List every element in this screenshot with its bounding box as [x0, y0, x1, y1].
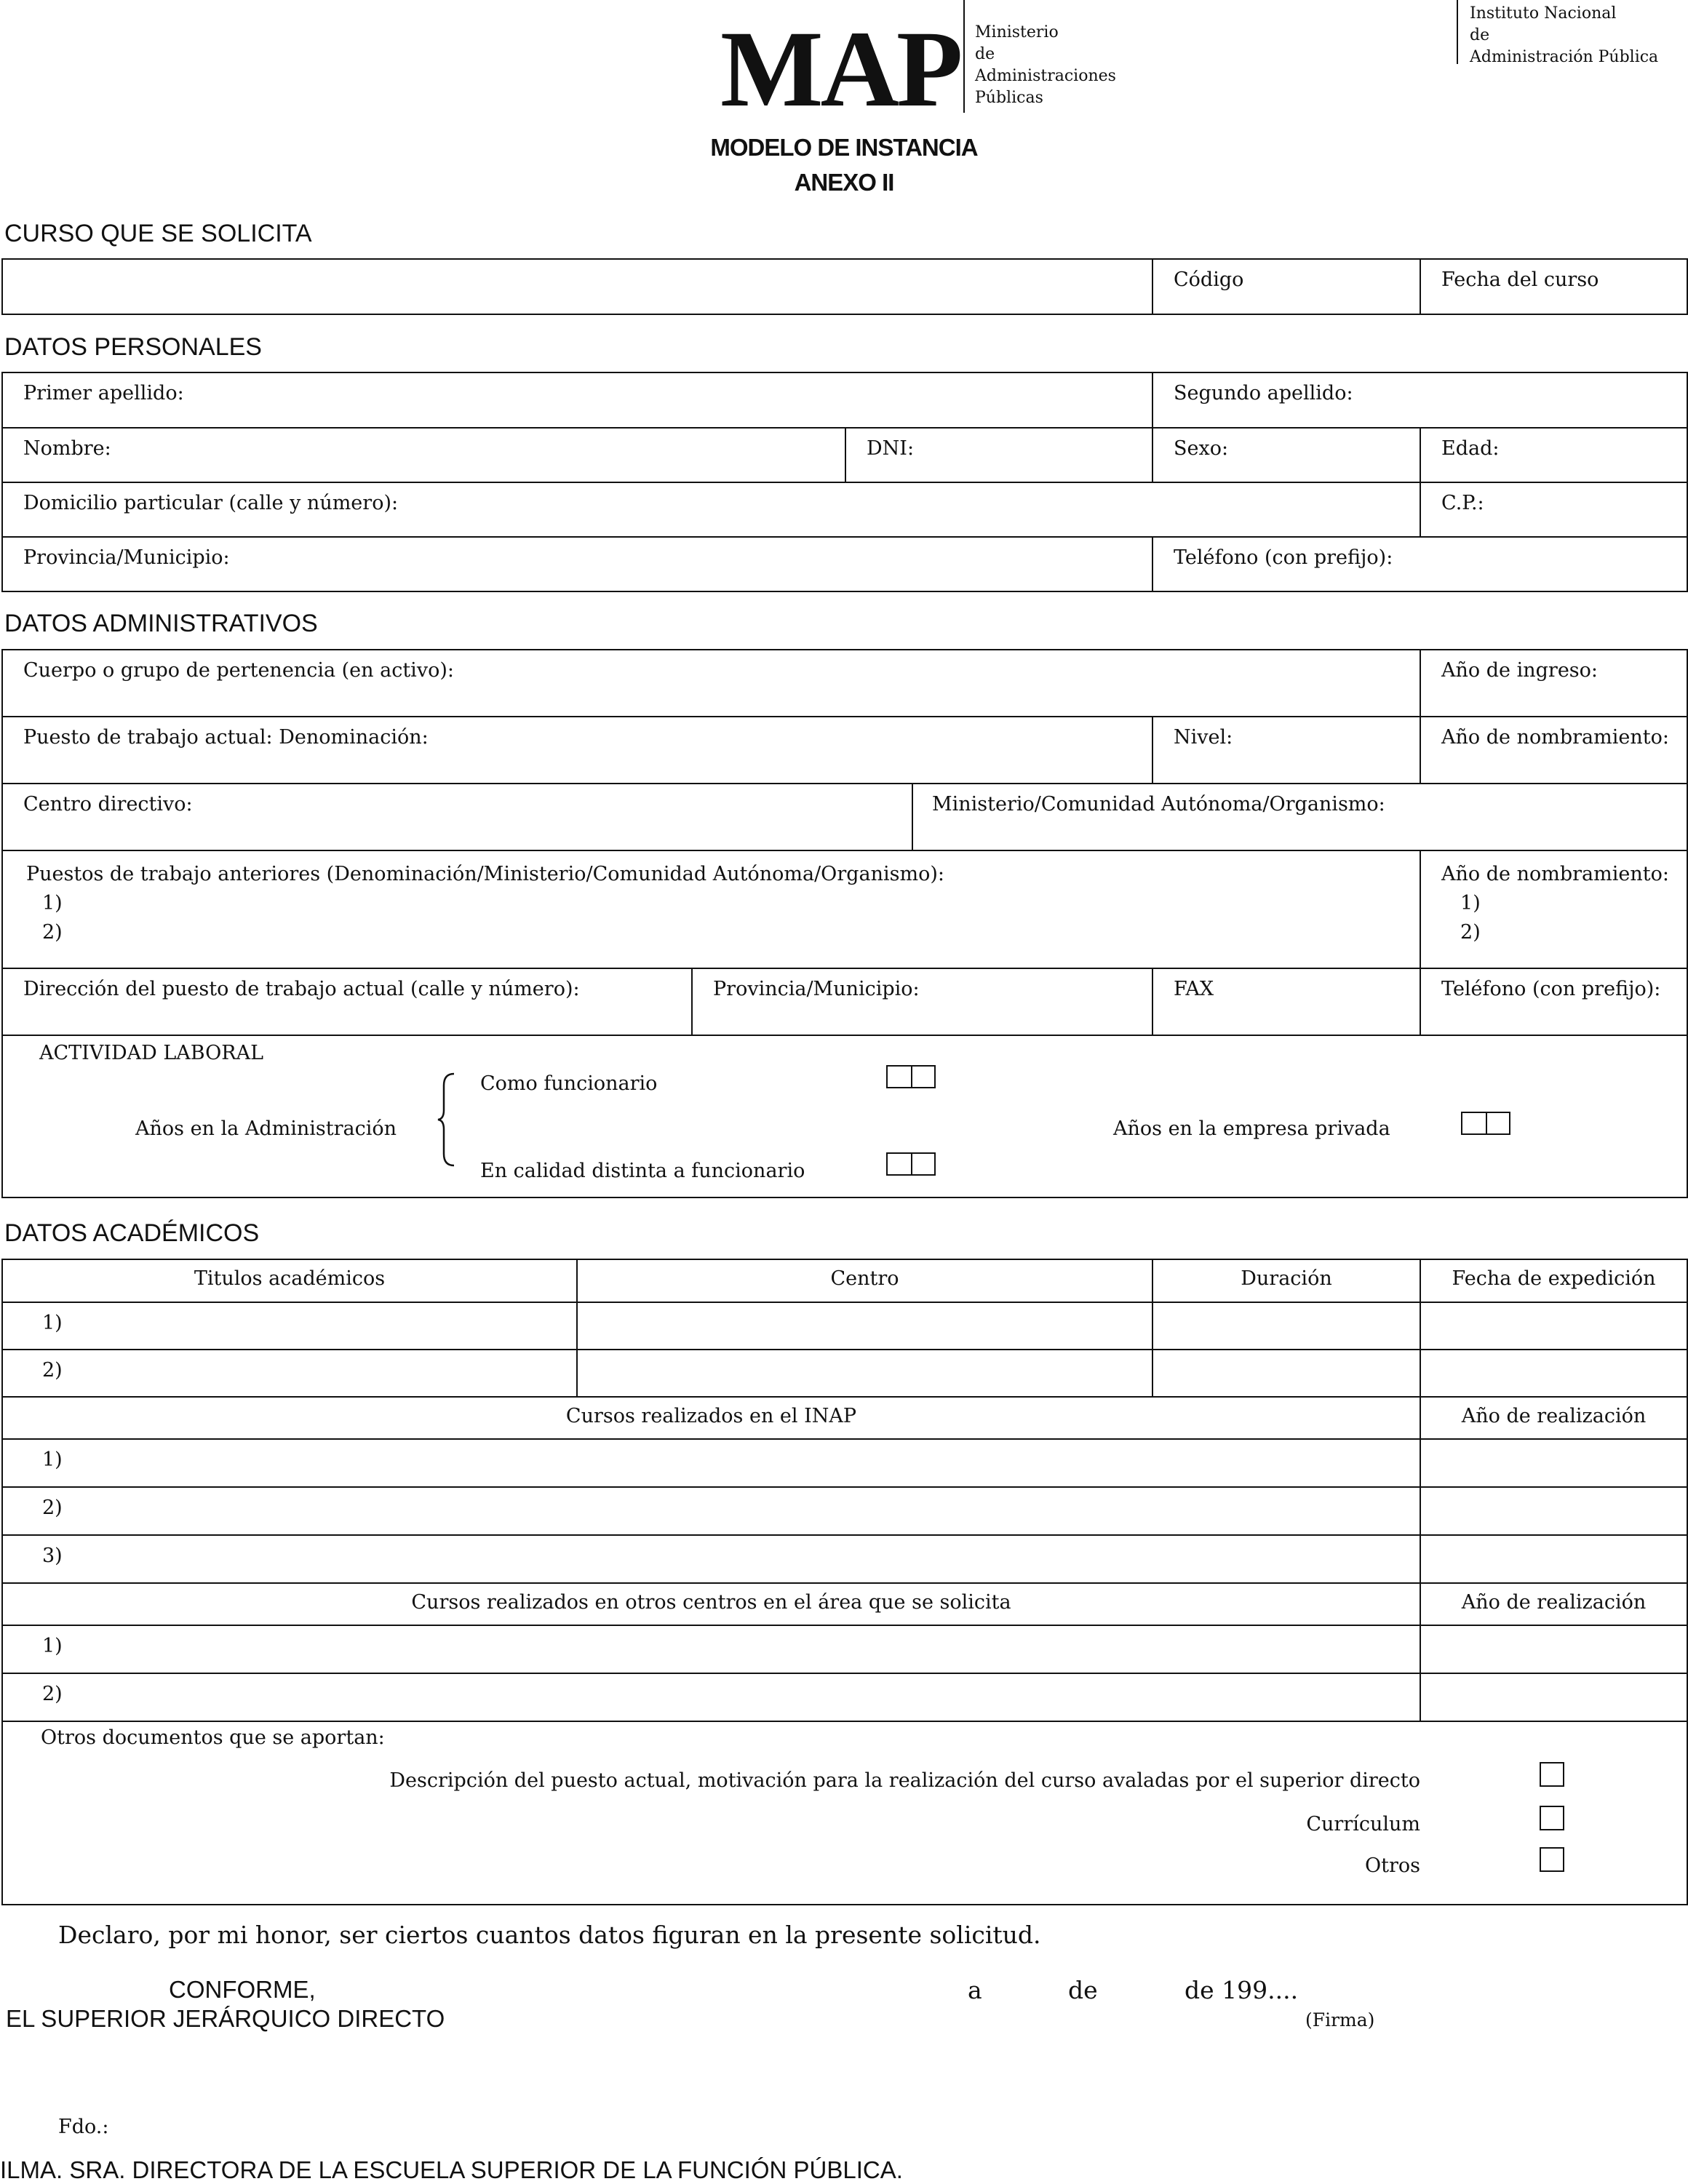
institute-divider	[1457, 0, 1458, 64]
firma-label: (Firma)	[1305, 2009, 1375, 2030]
anios-admin-label: Años en la Administración	[135, 1117, 397, 1140]
otros-documentos-label: Otros documentos que se aportan:	[41, 1726, 385, 1749]
anio-inap-row-3[interactable]	[1420, 1535, 1687, 1583]
empresa-privada-boxes[interactable]	[1461, 1112, 1510, 1135]
cuerpo-field[interactable]: Cuerpo o grupo de pertenencia (en activo):	[2, 650, 1420, 717]
duracion-header: Duración	[1152, 1259, 1420, 1302]
curso-inap-row-2[interactable]: 2)	[2, 1487, 1420, 1535]
ministry-name: Ministerio de Administraciones Públicas	[975, 23, 1116, 107]
otros-label: Otros	[1364, 1854, 1420, 1877]
curriculum-label: Currículum	[1306, 1813, 1420, 1836]
telefono-field[interactable]: Teléfono (con prefijo):	[1152, 537, 1687, 591]
curso-field[interactable]	[2, 259, 1152, 314]
curso-otro-row-2[interactable]: 2)	[2, 1673, 1420, 1721]
section-personales: DATOS PERSONALES	[4, 333, 262, 361]
provincia-trabajo-field[interactable]: Provincia/Municipio:	[692, 968, 1152, 1035]
page-subtitle: ANEXO II	[794, 169, 894, 196]
centro-divider	[912, 784, 913, 850]
fecha-de-1: de	[1068, 1976, 1098, 2004]
ministerio-field[interactable]: Ministerio/Comunidad Autónoma/Organismo:	[932, 793, 1385, 816]
page-title: MODELO DE INSTANCIA	[710, 134, 978, 161]
brace-icon	[437, 1072, 458, 1167]
edad-field[interactable]: Edad:	[1420, 428, 1687, 482]
titulos-header: Titulos académicos	[2, 1259, 577, 1302]
fecha-curso-field[interactable]: Fecha del curso	[1420, 259, 1687, 314]
nombre-field[interactable]: Nombre:	[2, 428, 845, 482]
fdo-label: Fdo.:	[58, 2116, 109, 2138]
nivel-field[interactable]: Nivel:	[1152, 717, 1420, 784]
destinatario: ILMA. SRA. DIRECTORA DE LA ESCUELA SUPERIOR DE LA FUNCIÓN PÚBLICA.	[0, 2156, 903, 2183]
curso-table	[1, 258, 1688, 315]
curso-inap-row-1[interactable]: 1)	[2, 1439, 1420, 1487]
centro-row-1[interactable]	[577, 1302, 1152, 1350]
section-academicos: DATOS ACADÉMICOS	[4, 1219, 260, 1247]
centro-header: Centro	[577, 1259, 1152, 1302]
institute-name: Instituto Nacional de Administración Pública	[1470, 4, 1659, 66]
como-funcionario-label: Como funcionario	[480, 1072, 658, 1095]
centro-row-2[interactable]	[577, 1350, 1152, 1397]
duracion-row-1[interactable]	[1152, 1302, 1420, 1350]
cursos-inap-header: Cursos realizados en el INAP	[2, 1397, 1420, 1439]
section-curso: CURSO QUE SE SOLICITA	[4, 220, 312, 247]
empresa-privada-label: Años en la empresa privada	[1113, 1117, 1390, 1140]
primer-apellido-field[interactable]: Primer apellido:	[2, 372, 1152, 428]
actividad-laboral-label: ACTIVIDAD LABORAL	[39, 1042, 264, 1064]
direccion-field[interactable]: Dirección del puesto de trabajo actual (calle y número):	[2, 968, 692, 1035]
fecha-expedicion-header: Fecha de expedición	[1420, 1259, 1687, 1302]
superior-label: EL SUPERIOR JERÁRQUICO DIRECTO	[6, 2005, 445, 2032]
anio-nombramiento-anteriores[interactable]: Año de nombramiento: 1) 2)	[1420, 850, 1687, 968]
anio-ingreso-field[interactable]: Año de ingreso:	[1420, 650, 1687, 717]
curriculum-checkbox[interactable]	[1540, 1806, 1564, 1830]
fecha-row-2[interactable]	[1420, 1350, 1687, 1397]
puesto-field[interactable]: Puesto de trabajo actual: Denominación:	[2, 717, 1152, 784]
sexo-field[interactable]: Sexo:	[1152, 428, 1420, 482]
curso-otro-row-1[interactable]: 1)	[2, 1625, 1420, 1673]
administrativos-table	[1, 649, 1688, 1198]
centro-row	[2, 784, 1687, 850]
anio-realizacion-header-2: Año de realización	[1420, 1583, 1687, 1625]
dni-field[interactable]: DNI:	[845, 428, 1152, 482]
fecha-a: a	[968, 1976, 982, 2004]
distinta-funcionario-label: En calidad distinta a funcionario	[480, 1160, 805, 1182]
cursos-otros-header: Cursos realizados en otros centros en el área que se solicita	[2, 1583, 1420, 1625]
anio-inap-row-1[interactable]	[1420, 1439, 1687, 1487]
cp-field[interactable]: C.P.:	[1420, 482, 1687, 537]
anio-otro-row-1[interactable]	[1420, 1625, 1687, 1673]
anio-realizacion-header-1: Año de realización	[1420, 1397, 1687, 1439]
distinta-funcionario-boxes[interactable]	[886, 1152, 936, 1176]
fecha-de-2: de 199....	[1185, 1976, 1299, 2004]
titulos-table	[1, 1259, 1688, 1905]
anteriores-field[interactable]: Puestos de trabajo anteriores (Denominación/Ministerio/Comunidad Autónoma/Organismo): 1) 2)	[2, 850, 1420, 968]
codigo-field[interactable]: Código	[1152, 259, 1420, 314]
duracion-row-2[interactable]	[1152, 1350, 1420, 1397]
fecha-row-1[interactable]	[1420, 1302, 1687, 1350]
curso-inap-row-3[interactable]: 3)	[2, 1535, 1420, 1583]
titulo-row-2[interactable]: 2)	[2, 1350, 577, 1397]
header-divider	[963, 0, 965, 113]
centro-field[interactable]: Centro directivo:	[23, 793, 193, 816]
map-logo: MAP	[720, 9, 960, 129]
descripcion-checkbox[interactable]	[1540, 1762, 1564, 1787]
otros-checkbox[interactable]	[1540, 1847, 1564, 1872]
telefono-trabajo-field[interactable]: Teléfono (con prefijo):	[1420, 968, 1687, 1035]
conforme-label: CONFORME,	[169, 1976, 316, 2003]
section-administrativos: DATOS ADMINISTRATIVOS	[4, 610, 318, 637]
descripcion-label: Descripción del puesto actual, motivación para la realización del curso avaladas por el superior directo	[389, 1769, 1420, 1792]
declaracion-text: Declaro, por mi honor, ser ciertos cuantos datos figuran en la presente solicitud.	[58, 1921, 1041, 1949]
fax-field[interactable]: FAX	[1152, 968, 1420, 1035]
segundo-apellido-field[interactable]: Segundo apellido:	[1152, 372, 1687, 428]
anio-inap-row-2[interactable]	[1420, 1487, 1687, 1535]
titulo-row-1[interactable]: 1)	[2, 1302, 577, 1350]
provincia-field[interactable]: Provincia/Municipio:	[2, 537, 1152, 591]
domicilio-field[interactable]: Domicilio particular (calle y número):	[2, 482, 1420, 537]
como-funcionario-boxes[interactable]	[886, 1065, 936, 1088]
anio-nombramiento-field[interactable]: Año de nombramiento:	[1420, 717, 1687, 784]
anio-otro-row-2[interactable]	[1420, 1673, 1687, 1721]
personales-table	[1, 372, 1688, 592]
